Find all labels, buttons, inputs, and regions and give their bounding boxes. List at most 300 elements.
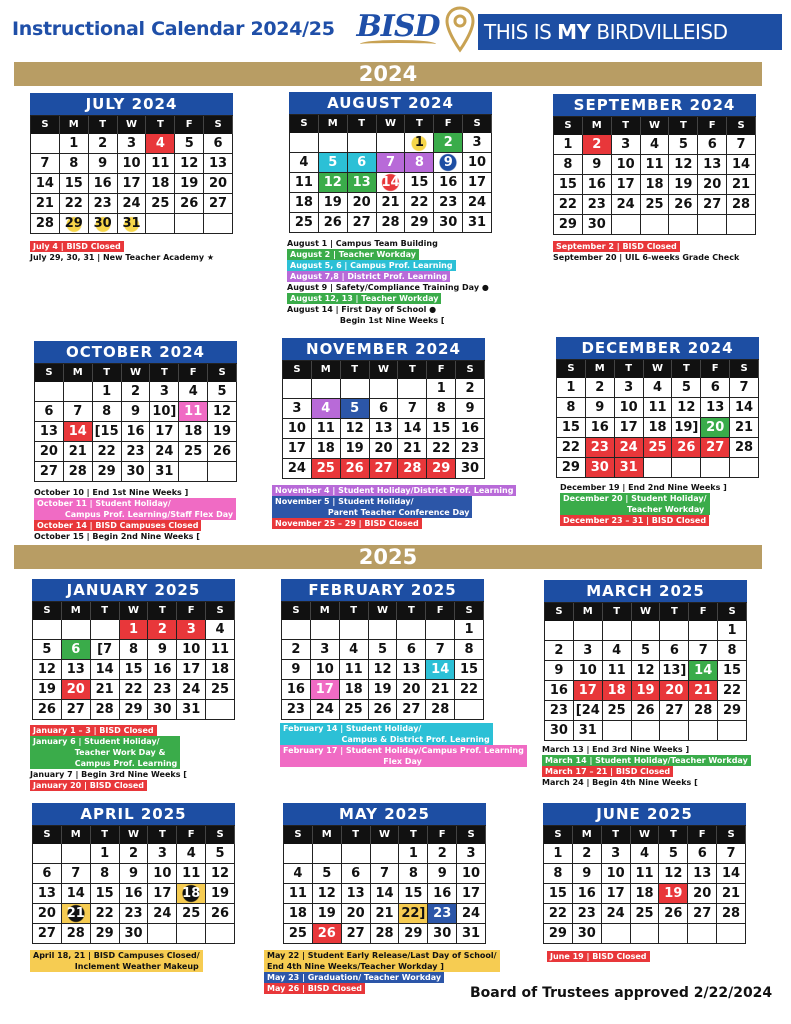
day-cell: 17 bbox=[574, 681, 603, 701]
day-cell: 10 bbox=[615, 398, 644, 418]
day-cell: 6 bbox=[204, 134, 233, 154]
day-cell: 30 bbox=[89, 214, 118, 234]
day-cell: 6 bbox=[660, 641, 689, 661]
calendar-note: March 13 | End 3rd Nine Weeks ] bbox=[542, 745, 690, 754]
day-cell: 12 bbox=[659, 864, 688, 884]
day-cell: 28 bbox=[31, 214, 60, 234]
day-cell: 3 bbox=[311, 640, 340, 660]
day-cell: 29 bbox=[120, 700, 149, 720]
day-cell: 28 bbox=[689, 701, 718, 721]
day-cell: 13 bbox=[62, 660, 91, 680]
day-cell: 14 bbox=[689, 661, 718, 681]
day-cell: 10 bbox=[177, 640, 206, 660]
day-cell: 25 bbox=[206, 680, 235, 700]
weekday-header: S bbox=[544, 826, 573, 844]
weekday-header: S bbox=[206, 602, 235, 620]
day-cell bbox=[312, 379, 341, 399]
day-cell: 20 bbox=[342, 904, 371, 924]
day-cell: 17 bbox=[602, 884, 631, 904]
calendar-note: February 14 | Student Holiday/ Campus & District Prof. Learning bbox=[280, 723, 493, 745]
day-cell: 14 bbox=[717, 864, 746, 884]
day-cell: 4 bbox=[290, 153, 319, 173]
day-cell: 21 bbox=[730, 418, 759, 438]
day-cell: 22] bbox=[399, 904, 428, 924]
day-cell: 23 bbox=[282, 700, 311, 720]
day-cell: 12 bbox=[341, 419, 370, 439]
day-cell: 29 bbox=[91, 924, 120, 944]
weekday-header: T bbox=[603, 603, 632, 621]
day-cell: 23 bbox=[89, 194, 118, 214]
day-cell: 1 bbox=[718, 621, 747, 641]
location-pin-icon bbox=[445, 6, 475, 54]
calendar-note: March 24 | Begin 4th Nine Weeks [ bbox=[542, 778, 698, 787]
day-cell: 6 bbox=[698, 135, 727, 155]
day-cell: 3 bbox=[148, 844, 177, 864]
day-cell: 7 bbox=[717, 844, 746, 864]
weekday-header: F bbox=[179, 364, 208, 382]
weekday-header: S bbox=[718, 603, 747, 621]
day-cell: 1 bbox=[93, 382, 122, 402]
day-cell: 8 bbox=[405, 153, 434, 173]
weekday-header: W bbox=[371, 826, 400, 844]
day-cell: 10 bbox=[148, 864, 177, 884]
day-cell: 5 bbox=[206, 844, 235, 864]
day-cell: 11 bbox=[603, 661, 632, 681]
day-cell: 19 bbox=[319, 193, 348, 213]
month-title: DECEMBER 2024 bbox=[556, 337, 759, 359]
day-cell: 16 bbox=[456, 419, 485, 439]
day-cell: 16 bbox=[573, 884, 602, 904]
day-cell: 9 bbox=[545, 661, 574, 681]
day-cell: 30 bbox=[148, 700, 177, 720]
day-cell: 16 bbox=[586, 418, 615, 438]
weekday-header: T bbox=[602, 826, 631, 844]
day-cell: 4 bbox=[206, 620, 235, 640]
month-title: JUNE 2025 bbox=[543, 803, 746, 825]
day-cell: 20 bbox=[348, 193, 377, 213]
day-cell: 11 bbox=[206, 640, 235, 660]
day-cell: 1 bbox=[455, 620, 484, 640]
day-cell: 19 bbox=[313, 904, 342, 924]
month-grid bbox=[32, 601, 235, 720]
weekday-header: W bbox=[120, 826, 149, 844]
calendar-note: March 14 | Student Holiday/Teacher Workday bbox=[542, 755, 751, 766]
day-cell: 13 bbox=[342, 884, 371, 904]
day-cell: 18 bbox=[644, 418, 673, 438]
weekday-header: F bbox=[427, 361, 456, 379]
day-cell: 18 bbox=[290, 193, 319, 213]
weekday-header: W bbox=[641, 117, 670, 135]
day-cell: 17 bbox=[615, 418, 644, 438]
day-cell: 26 bbox=[369, 700, 398, 720]
weekday-header: S bbox=[545, 603, 574, 621]
day-cell: 11 bbox=[146, 154, 175, 174]
day-cell: 18 bbox=[284, 904, 313, 924]
notes-november bbox=[272, 485, 516, 529]
day-cell bbox=[545, 621, 574, 641]
day-cell: 16 bbox=[545, 681, 574, 701]
day-cell: 22 bbox=[120, 680, 149, 700]
day-cell: 12 bbox=[206, 864, 235, 884]
day-cell bbox=[62, 620, 91, 640]
weekday-header: T bbox=[342, 826, 371, 844]
day-cell: 11 bbox=[312, 419, 341, 439]
day-cell: 30 bbox=[545, 721, 574, 741]
day-cell: 29 bbox=[557, 458, 586, 478]
day-cell: 29 bbox=[399, 924, 428, 944]
day-cell: 20 bbox=[370, 439, 399, 459]
month-september-2024 bbox=[553, 94, 756, 235]
month-august-2024 bbox=[289, 92, 492, 233]
weekday-header: M bbox=[573, 826, 602, 844]
day-cell: 25 bbox=[644, 438, 673, 458]
day-cell: 2 bbox=[434, 133, 463, 153]
weekday-header: T bbox=[660, 603, 689, 621]
month-november-2024 bbox=[282, 338, 485, 479]
month-december-2024 bbox=[556, 337, 759, 478]
day-cell: 11 bbox=[644, 398, 673, 418]
weekday-header: T bbox=[93, 364, 122, 382]
day-cell: 4 bbox=[312, 399, 341, 419]
day-cell: 4 bbox=[177, 844, 206, 864]
day-cell: 21 bbox=[727, 175, 756, 195]
day-cell: 14 bbox=[727, 155, 756, 175]
day-cell: 19 bbox=[669, 175, 698, 195]
day-cell: 16 bbox=[120, 884, 149, 904]
day-cell: 17 bbox=[463, 173, 492, 193]
month-title: JANUARY 2025 bbox=[32, 579, 235, 601]
day-cell: 6 bbox=[370, 399, 399, 419]
day-cell: 14 bbox=[730, 398, 759, 418]
weekday-header: M bbox=[311, 602, 340, 620]
weekday-header: F bbox=[177, 826, 206, 844]
day-cell: 18 bbox=[179, 422, 208, 442]
month-grid bbox=[30, 115, 233, 234]
day-cell: 2 bbox=[428, 844, 457, 864]
day-cell: 30 bbox=[434, 213, 463, 233]
day-cell: 25 bbox=[179, 442, 208, 462]
calendar-note: August 12, 13 | Teacher Workday bbox=[287, 293, 441, 304]
weekday-header: M bbox=[64, 364, 93, 382]
weekday-header: S bbox=[206, 826, 235, 844]
day-cell: 14 bbox=[377, 173, 406, 193]
calendar-note: August 14 | First Day of School ● bbox=[287, 305, 437, 314]
weekday-header: F bbox=[175, 116, 204, 134]
day-cell: 7 bbox=[377, 153, 406, 173]
day-cell: 31 bbox=[118, 214, 147, 234]
day-cell: 29 bbox=[544, 924, 573, 944]
weekday-header: S bbox=[290, 115, 319, 133]
day-cell: 19 bbox=[632, 681, 661, 701]
day-cell: 7 bbox=[689, 641, 718, 661]
day-cell bbox=[698, 215, 727, 235]
day-cell: 14 bbox=[371, 884, 400, 904]
day-cell: 6 bbox=[33, 864, 62, 884]
day-cell bbox=[177, 924, 206, 944]
day-cell bbox=[688, 924, 717, 944]
day-cell: 11 bbox=[641, 155, 670, 175]
weekday-header: S bbox=[463, 115, 492, 133]
day-cell: 3 bbox=[150, 382, 179, 402]
day-cell: 20 bbox=[688, 884, 717, 904]
page-title: Instructional Calendar 2024/25 bbox=[12, 18, 335, 40]
weekday-header: T bbox=[669, 117, 698, 135]
day-cell: 28 bbox=[730, 438, 759, 458]
day-cell bbox=[371, 844, 400, 864]
calendar-note: October 10 | End 1st Nine Weeks ] bbox=[34, 488, 189, 497]
calendar-note: May 26 | BISD Closed bbox=[264, 983, 365, 994]
day-cell: 23 bbox=[545, 701, 574, 721]
day-cell: 5 bbox=[659, 844, 688, 864]
day-cell: 16 bbox=[434, 173, 463, 193]
day-cell bbox=[33, 844, 62, 864]
day-cell: 10 bbox=[574, 661, 603, 681]
day-cell bbox=[91, 620, 120, 640]
weekday-header: T bbox=[399, 826, 428, 844]
day-cell: 20 bbox=[33, 904, 62, 924]
month-grid bbox=[32, 825, 235, 944]
approval-footer: Board of Trustees approved 2/22/2024 bbox=[470, 985, 773, 1001]
day-cell: 5 bbox=[369, 640, 398, 660]
day-cell: 17 bbox=[612, 175, 641, 195]
month-may-2025 bbox=[283, 803, 486, 944]
day-cell: 1 bbox=[554, 135, 583, 155]
day-cell: 20 bbox=[397, 680, 426, 700]
weekday-header: W bbox=[120, 602, 149, 620]
day-cell: 3 bbox=[574, 641, 603, 661]
month-october-2024 bbox=[34, 341, 237, 482]
day-cell: 17 bbox=[118, 174, 147, 194]
notes-august bbox=[287, 238, 489, 326]
weekday-header: F bbox=[177, 602, 206, 620]
day-cell: 23 bbox=[428, 904, 457, 924]
calendar-note: August 1 | Campus Team Building bbox=[287, 239, 438, 248]
day-cell bbox=[689, 621, 718, 641]
day-cell: 6 bbox=[688, 844, 717, 864]
weekday-header: T bbox=[91, 826, 120, 844]
weekday-header: W bbox=[644, 360, 673, 378]
day-cell bbox=[208, 462, 237, 482]
day-cell: 13] bbox=[660, 661, 689, 681]
day-cell: 20 bbox=[62, 680, 91, 700]
day-cell: 29 bbox=[405, 213, 434, 233]
tagline-pre: THIS IS bbox=[484, 20, 558, 44]
calendar-note: January 20 | BISD Closed bbox=[30, 780, 147, 791]
day-cell: 21 bbox=[64, 442, 93, 462]
weekday-header: T bbox=[91, 602, 120, 620]
month-grid bbox=[281, 601, 484, 720]
day-cell: 12 bbox=[319, 173, 348, 193]
day-cell: 11 bbox=[290, 173, 319, 193]
weekday-header: W bbox=[118, 116, 147, 134]
day-cell: 16 bbox=[89, 174, 118, 194]
day-cell: 16 bbox=[122, 422, 151, 442]
weekday-header: S bbox=[554, 117, 583, 135]
weekday-header: F bbox=[701, 360, 730, 378]
day-cell: 3 bbox=[463, 133, 492, 153]
day-cell: 4 bbox=[644, 378, 673, 398]
year-banner-2025: 2025 bbox=[14, 545, 762, 569]
calendar-note: July 29, 30, 31 | New Teacher Academy ★ bbox=[30, 253, 215, 262]
month-title: AUGUST 2024 bbox=[289, 92, 492, 114]
month-grid bbox=[553, 116, 756, 235]
weekday-header: F bbox=[434, 115, 463, 133]
day-cell: 29 bbox=[60, 214, 89, 234]
day-cell: 1 bbox=[405, 133, 434, 153]
day-cell: 26 bbox=[672, 438, 701, 458]
bisd-logo bbox=[352, 10, 444, 50]
day-cell: 26 bbox=[659, 904, 688, 924]
weekday-header: T bbox=[615, 360, 644, 378]
weekday-header: T bbox=[397, 602, 426, 620]
day-cell: 21 bbox=[398, 439, 427, 459]
day-cell: 28 bbox=[62, 924, 91, 944]
day-cell: 29 bbox=[554, 215, 583, 235]
day-cell: 22 bbox=[93, 442, 122, 462]
calendar-note: October 15 | Begin 2nd Nine Weeks [ bbox=[34, 532, 200, 541]
day-cell bbox=[603, 621, 632, 641]
day-cell: 20 bbox=[660, 681, 689, 701]
day-cell: 2 bbox=[545, 641, 574, 661]
day-cell: 5 bbox=[208, 382, 237, 402]
day-cell: 13 bbox=[688, 864, 717, 884]
day-cell: 12 bbox=[672, 398, 701, 418]
day-cell bbox=[660, 621, 689, 641]
day-cell: 24 bbox=[150, 442, 179, 462]
month-april-2025 bbox=[32, 803, 235, 944]
day-cell bbox=[727, 215, 756, 235]
day-cell: 6 bbox=[35, 402, 64, 422]
calendar-note: September 2 | BISD Closed bbox=[553, 241, 680, 252]
calendar-note: October 14 | BISD Campuses Closed bbox=[34, 520, 201, 531]
day-cell: 22 bbox=[544, 904, 573, 924]
month-title: JULY 2024 bbox=[30, 93, 233, 115]
day-cell: 2 bbox=[586, 378, 615, 398]
month-grid bbox=[289, 114, 492, 233]
weekday-header: W bbox=[369, 602, 398, 620]
day-cell: 3 bbox=[602, 844, 631, 864]
day-cell: 8 bbox=[427, 399, 456, 419]
calendar-note: August 2 | Teacher Workday bbox=[287, 249, 419, 260]
month-july-2024 bbox=[30, 93, 233, 234]
day-cell: 9 bbox=[456, 399, 485, 419]
weekday-header: W bbox=[377, 115, 406, 133]
day-cell: 28 bbox=[717, 904, 746, 924]
day-cell: 17 bbox=[150, 422, 179, 442]
notes-march bbox=[542, 744, 751, 788]
day-cell: 23 bbox=[434, 193, 463, 213]
day-cell: 2 bbox=[573, 844, 602, 864]
day-cell: 5 bbox=[313, 864, 342, 884]
day-cell: 17 bbox=[311, 680, 340, 700]
day-cell: 11 bbox=[179, 402, 208, 422]
weekday-header: S bbox=[33, 826, 62, 844]
day-cell: 26 bbox=[632, 701, 661, 721]
day-cell: 3 bbox=[612, 135, 641, 155]
day-cell bbox=[282, 620, 311, 640]
day-cell: 27 bbox=[62, 700, 91, 720]
day-cell: 2 bbox=[583, 135, 612, 155]
day-cell: 27 bbox=[698, 195, 727, 215]
calendar-note: May 22 | Student Early Release/Last Day of School/ End 4th Nine Weeks/Teacher Workday ] bbox=[264, 950, 500, 972]
weekday-header: W bbox=[632, 603, 661, 621]
calendar-note: June 19 | BISD Closed bbox=[547, 951, 650, 962]
day-cell: 18 bbox=[641, 175, 670, 195]
day-cell: 1 bbox=[544, 844, 573, 864]
day-cell: 5 bbox=[319, 153, 348, 173]
day-cell: 23 bbox=[122, 442, 151, 462]
day-cell: 23 bbox=[586, 438, 615, 458]
day-cell: 31 bbox=[574, 721, 603, 741]
day-cell: 25 bbox=[290, 213, 319, 233]
day-cell: 25 bbox=[312, 459, 341, 479]
day-cell bbox=[284, 844, 313, 864]
day-cell: 27 bbox=[701, 438, 730, 458]
weekday-header: F bbox=[428, 826, 457, 844]
day-cell: 28 bbox=[426, 700, 455, 720]
day-cell: 31 bbox=[457, 924, 486, 944]
year-banner-2024: 2024 bbox=[14, 62, 762, 86]
day-cell: 4 bbox=[603, 641, 632, 661]
day-cell: 15 bbox=[60, 174, 89, 194]
weekday-header: S bbox=[283, 361, 312, 379]
day-cell: 9 bbox=[120, 864, 149, 884]
day-cell: 21 bbox=[426, 680, 455, 700]
weekday-header: F bbox=[689, 603, 718, 621]
calendar-note: November 5 | Student Holiday/ Parent Teacher Conference Day bbox=[272, 496, 472, 518]
day-cell: 24 bbox=[602, 904, 631, 924]
day-cell: 12 bbox=[369, 660, 398, 680]
day-cell: 15 bbox=[554, 175, 583, 195]
day-cell: 30 bbox=[122, 462, 151, 482]
day-cell: 5 bbox=[341, 399, 370, 419]
day-cell: 13 bbox=[397, 660, 426, 680]
day-cell: [15 bbox=[93, 422, 122, 442]
month-title: FEBRUARY 2025 bbox=[281, 579, 484, 601]
weekday-header: T bbox=[146, 116, 175, 134]
day-cell: 13 bbox=[698, 155, 727, 175]
day-cell: 25 bbox=[603, 701, 632, 721]
calendar-note: January 6 | Student Holiday/ Teacher Work Day & Campus Prof. Learning bbox=[30, 736, 180, 769]
day-cell: 27 bbox=[33, 924, 62, 944]
calendar-note: July 4 | BISD Closed bbox=[30, 241, 124, 252]
day-cell bbox=[341, 379, 370, 399]
day-cell: 24 bbox=[457, 904, 486, 924]
day-cell bbox=[612, 215, 641, 235]
day-cell: 3 bbox=[457, 844, 486, 864]
month-title: NOVEMBER 2024 bbox=[282, 338, 485, 360]
day-cell: 18 bbox=[631, 884, 660, 904]
day-cell: 12 bbox=[208, 402, 237, 422]
day-cell: 25 bbox=[641, 195, 670, 215]
day-cell: 26 bbox=[208, 442, 237, 462]
month-title: MAY 2025 bbox=[283, 803, 486, 825]
weekday-header: F bbox=[698, 117, 727, 135]
weekday-header: S bbox=[730, 360, 759, 378]
day-cell bbox=[644, 458, 673, 478]
day-cell: 6 bbox=[397, 640, 426, 660]
day-cell: 8 bbox=[93, 402, 122, 422]
weekday-header: M bbox=[313, 826, 342, 844]
month-title: MARCH 2025 bbox=[544, 580, 747, 602]
day-cell: 27 bbox=[688, 904, 717, 924]
tagline-post: BIRDVILLEISD bbox=[590, 20, 728, 44]
day-cell bbox=[342, 844, 371, 864]
day-cell bbox=[631, 924, 660, 944]
day-cell: 24 bbox=[148, 904, 177, 924]
weekday-header: M bbox=[586, 360, 615, 378]
day-cell: 14 bbox=[31, 174, 60, 194]
